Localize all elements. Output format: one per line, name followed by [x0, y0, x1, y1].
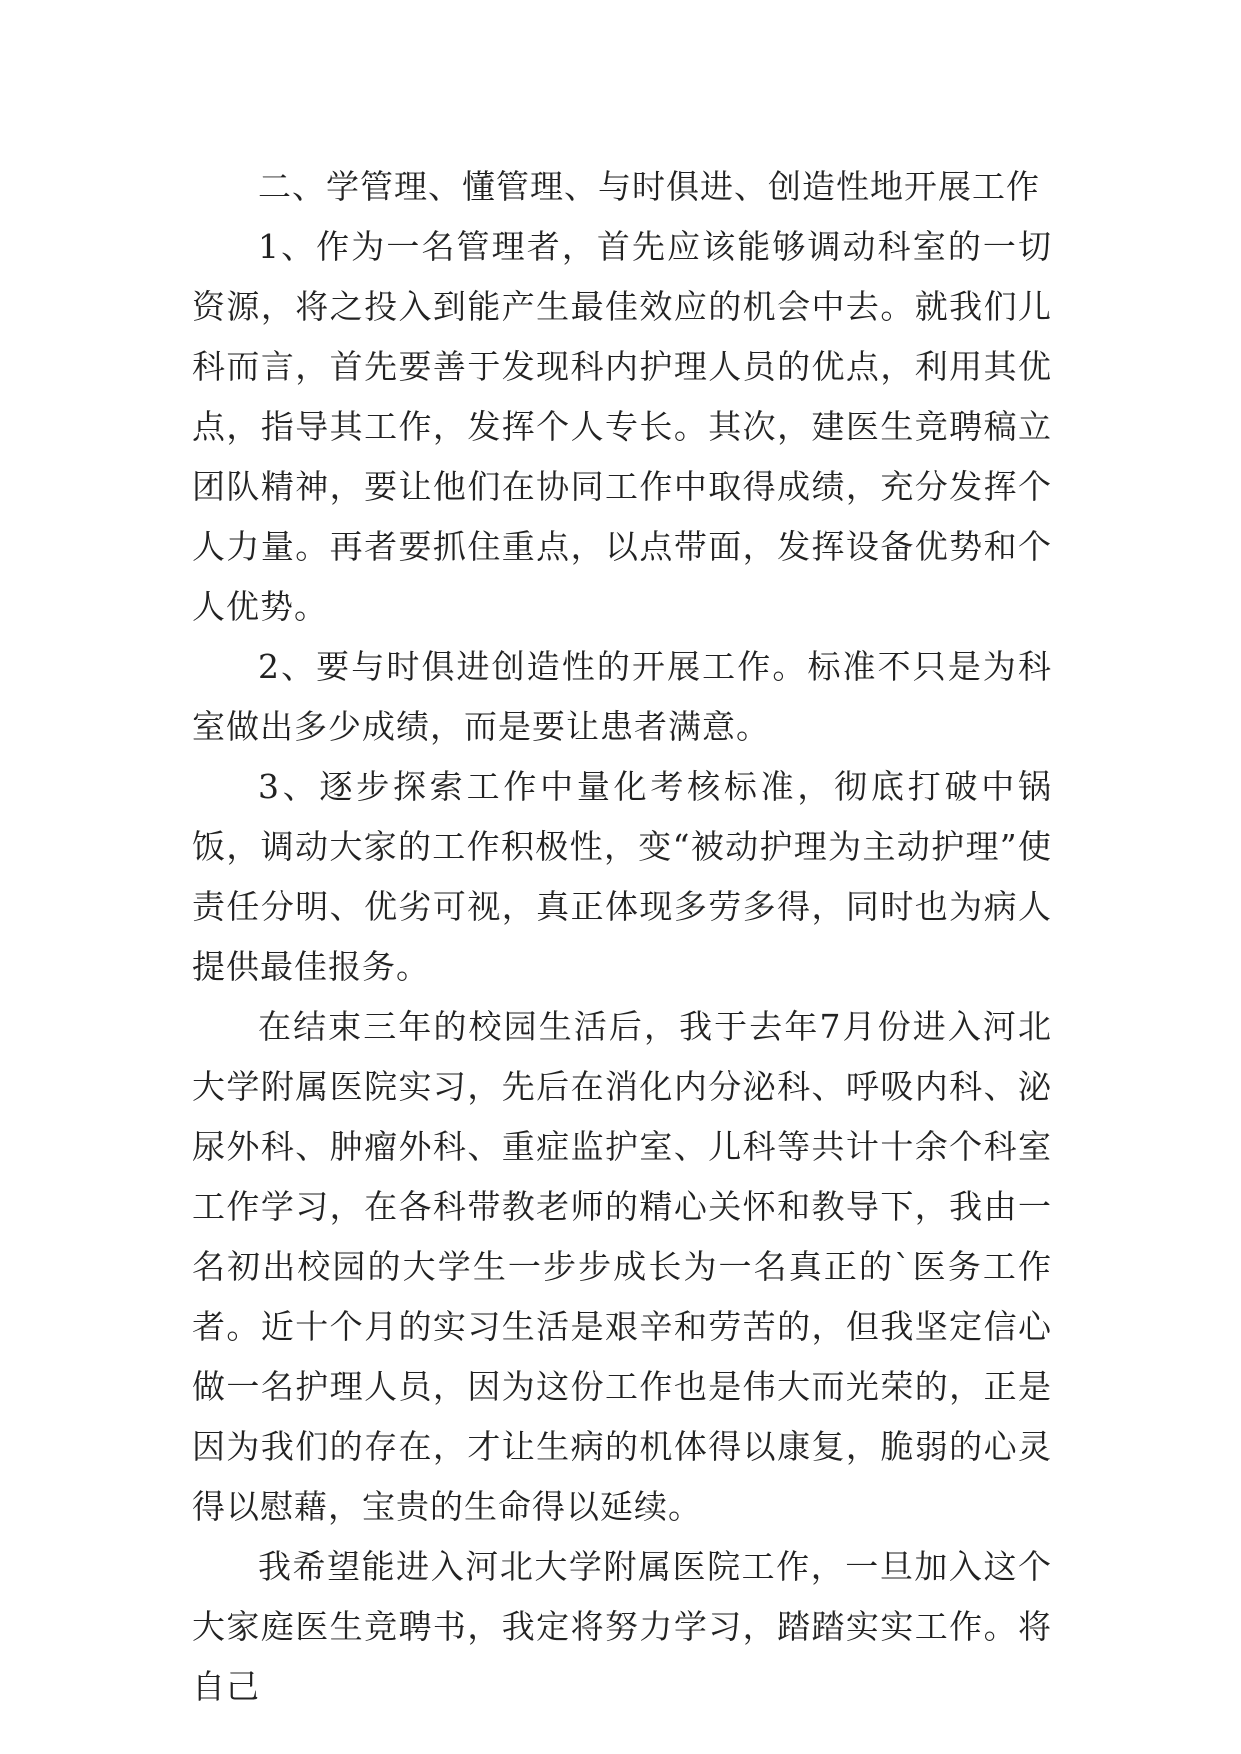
- document-body: [192, 157, 1052, 1717]
- paragraph-item-2: 2、要与时俱进创造性的开展工作。标准不只是为科室做出多少成绩，而是要让患者满意。: [192, 647, 1052, 746]
- paragraph-item-3: 3、逐步探索工作中量化考核标准，彻底打破中锅饭，调动大家的工作积极性，变“被动护理为主动护理”使责任分明、优劣可视，真正体现多劳多得，同时也为病人提供最佳报务。: [192, 767, 1052, 986]
- section-heading: 二、学管理、懂管理、与时俱进、创造性地开展工作: [258, 167, 1040, 206]
- paragraph-item-1: 1、作为一名管理者，首先应该能够调动科室的一切资源，将之投入到能产生最佳效应的机会中去。就我们儿科而言，首先要善于发现科内护理人员的优点，利用其优点，指导其工作，发挥个人专长。其次，建医生竞聘稿立团队精神，要让他们在协同工作中取得成绩，充分发挥个人力量。再者要抓住重点，以点带面，发挥设备优势和个人优势。: [192, 227, 1052, 626]
- paragraph-aspiration: 我希望能进入河北大学附属医院工作，一旦加入这个大家庭医生竞聘书，我定将努力学习，踏踏实实工作。将自己: [192, 1547, 1052, 1706]
- paragraph-internship: 在结束三年的校园生活后，我于去年7月份进入河北大学附属医院实习，先后在消化内分泌科、呼吸内科、泌尿外科、肿瘤外科、重症监护室、儿科等共计十余个科室工作学习，在各科带教老师的精心关怀和教导下，我由一名初出校园的大学生一步步成长为一名真正的`医务工作者。近十个月的实习生活是艰辛和劳苦的，但我坚定信心做一名护理人员，因为这份工作也是伟大而光荣的，正是因为我们的存在，才让生病的机体得以康复，脆弱的心灵得以慰藉，宝贵的生命得以延续。: [192, 1007, 1052, 1526]
